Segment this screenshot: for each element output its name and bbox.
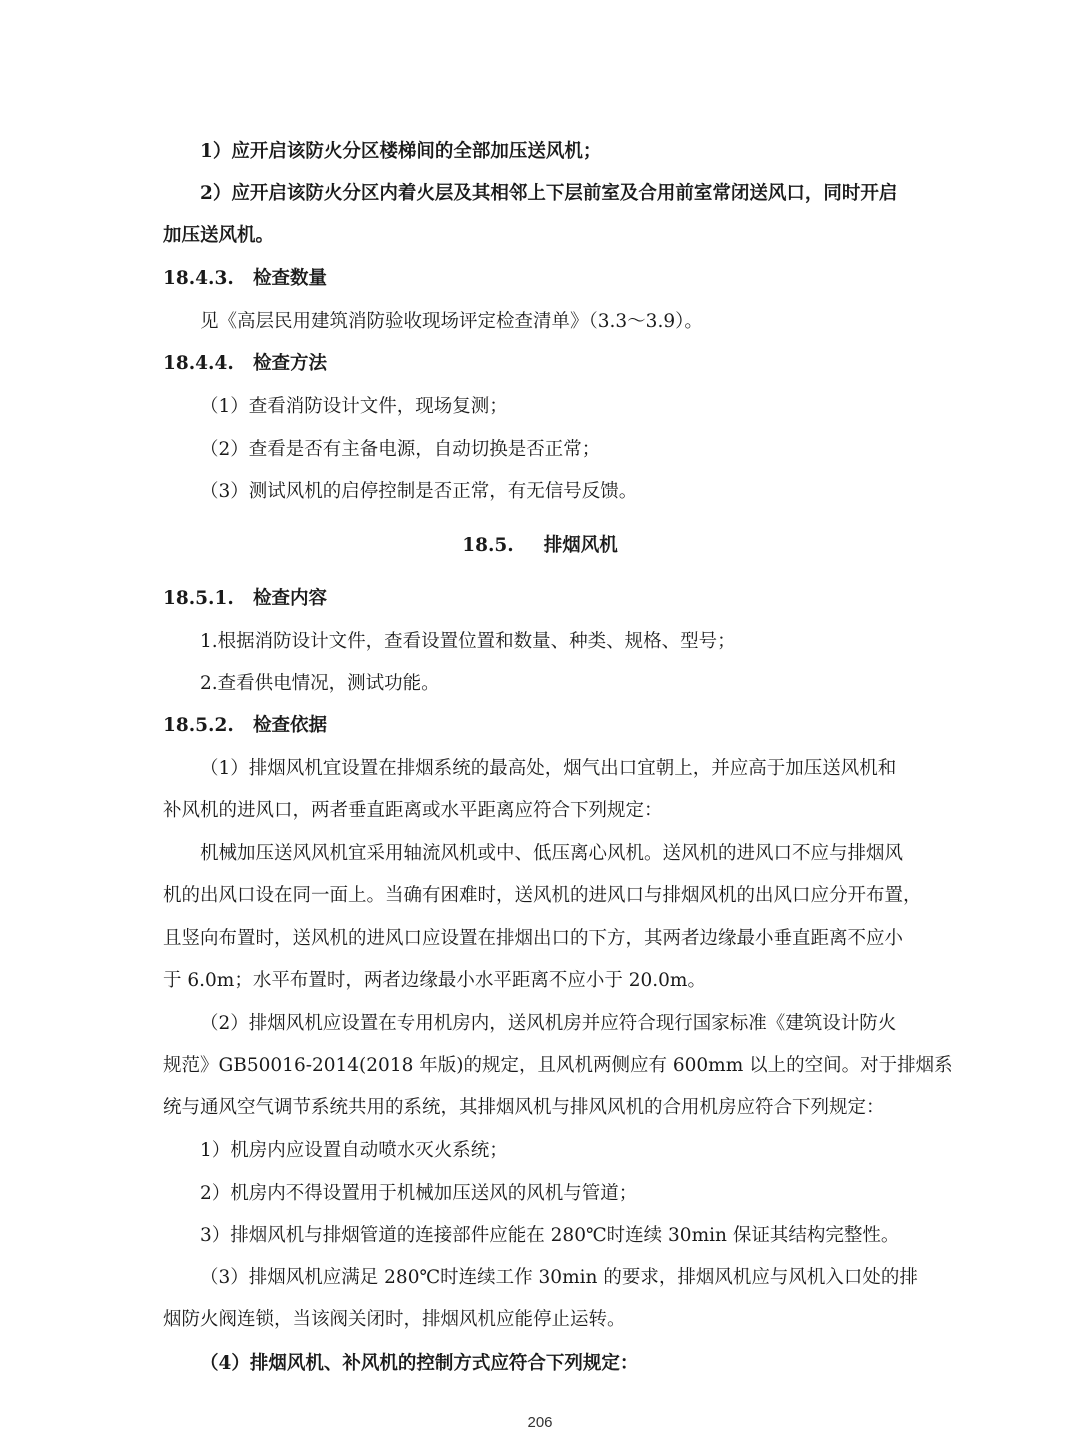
paragraph-line: （1）排烟风机宜设置在排烟系统的最高处，烟气出口宜朝上，并应高于加压送风机和: [200, 758, 897, 779]
paragraph-line: 于 6.0m；水平布置时，两者边缘最小水平距离不应小于 20.0m。: [163, 970, 706, 991]
list-item: 2）机房内不得设置用于机械加压送风的风机与管道；: [200, 1183, 638, 1204]
list-item: 2.查看供电情况，测试功能。: [200, 673, 440, 694]
section-title: 检查依据: [253, 715, 328, 736]
list-item: 3）排烟风机与排烟管道的连接部件应能在 280℃时连续 30min 保证其结构完整性。: [200, 1225, 900, 1246]
paragraph-line: 规范》GB50016-2014(2018 年版)的规定，且风机两侧应有 600mm 以上的空间。对于排烟系: [163, 1055, 953, 1076]
section-title: 排烟风机: [543, 535, 618, 556]
section-18-4-4-heading: [163, 350, 327, 378]
paragraph-line: 且竖向布置时，送风机的进风口应设置在排烟出口的下方，其两者边缘最小垂直距离不应小: [163, 928, 904, 949]
page-number: 206: [527, 1414, 553, 1431]
paragraph-line: 统与通风空气调节系统共用的系统，其排烟风机与排风风机的合用机房应符合下列规定：: [163, 1097, 885, 1118]
list-item: 1.根据消防设计文件，查看设置位置和数量、种类、规格、型号；: [200, 631, 736, 652]
section-18-4-3-heading: [163, 265, 327, 293]
section-number: 18.4.3.: [163, 268, 234, 289]
paragraph-line: 机械加压送风风机宜采用轴流风机或中、低压离心风机。送风机的进风口不应与排烟风: [200, 843, 904, 864]
section-number: 18.5.: [462, 535, 514, 556]
section-number: 18.5.2.: [163, 715, 234, 736]
item-2-open-vents-line2: 加压送风机。: [163, 225, 275, 246]
paragraph-line: 烟防火阀连锁，当该阀关闭时，排烟风机应能停止运转。: [163, 1309, 626, 1330]
list-item: （3）测试风机的启停控制是否正常，有无信号反馈。: [200, 481, 638, 502]
item-2-open-vents-line1: 2）应开启该防火分区内着火层及其相邻上下层前室及合用前室常闭送风口，同时开启: [200, 183, 898, 204]
section-title: 检查内容: [253, 588, 328, 609]
paragraph-line: （3）排烟风机应满足 280℃时连续工作 30min 的要求，排烟风机应与风机入口处的排: [200, 1267, 918, 1288]
paragraph-line: （2）排烟风机应设置在专用机房内，送风机房并应符合现行国家标准《建筑设计防火: [200, 1013, 897, 1034]
list-item: 1）机房内应设置自动喷水灭火系统；: [200, 1140, 508, 1161]
section-title: 检查数量: [253, 268, 328, 289]
paragraph-line: 机的出风口设在同一面上。当确有困难时，送风机的进风口与排烟风机的出风口应分开布置，: [163, 885, 922, 906]
item-1-open-stair-fans: 1）应开启该防火分区楼梯间的全部加压送风机；: [200, 141, 602, 162]
section-title: 检查方法: [253, 353, 328, 374]
section-number: 18.5.1.: [163, 588, 234, 609]
section-18-5-1-heading: [163, 585, 327, 613]
section-18-5-2-heading: [163, 712, 327, 740]
chapter-18-5-heading: [0, 532, 1080, 560]
section-18-4-3-body: 见《高层民用建筑消防验收现场评定检查清单》（3.3～3.9）。: [200, 311, 703, 332]
paragraph-line: 补风机的进风口，两者垂直距离或水平距离应符合下列规定：: [163, 800, 663, 821]
paragraph-line-bold: （4）排烟风机、补风机的控制方式应符合下列规定：: [200, 1353, 639, 1374]
section-number: 18.4.4.: [163, 353, 234, 374]
list-item: （1）查看消防设计文件，现场复测；: [200, 396, 508, 417]
list-item: （2）查看是否有主备电源，自动切换是否正常；: [200, 439, 601, 460]
